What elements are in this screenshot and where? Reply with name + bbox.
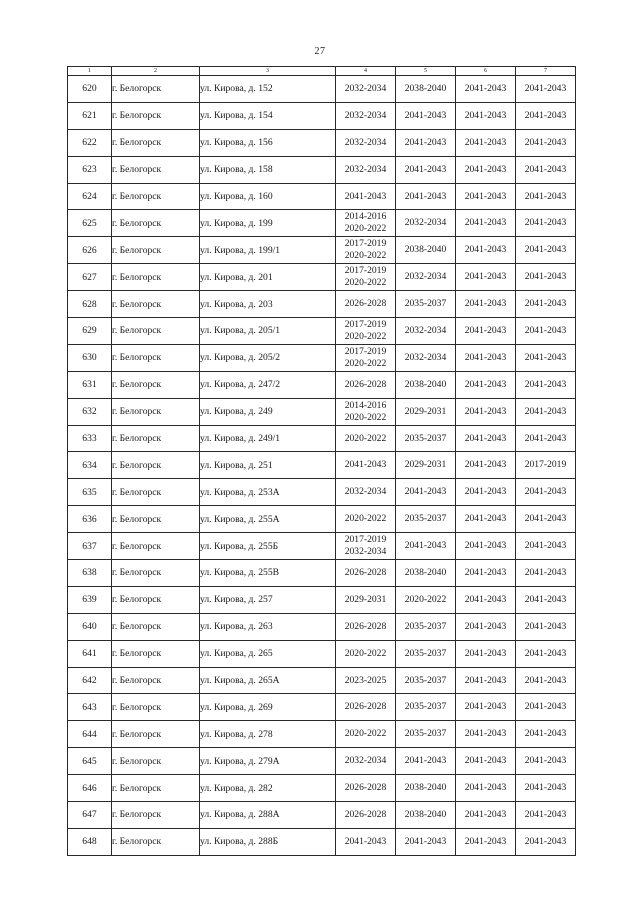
- table-row: [68, 613, 576, 640]
- period-value: 2041-2043: [344, 835, 387, 847]
- city-cell: г. Белогорск: [112, 129, 200, 156]
- city-cell: г. Белогорск: [112, 533, 200, 560]
- table-row: [68, 425, 576, 452]
- period-col4-cell: [336, 318, 396, 345]
- table-row: [68, 775, 576, 802]
- period-col4-cell: [336, 102, 396, 129]
- period-col4-cell: [336, 156, 396, 183]
- period-col5-cell: 2041-2043: [396, 156, 456, 183]
- period-col6-cell: 2041-2043: [456, 667, 516, 694]
- table-row: [68, 291, 576, 318]
- period-value: 2020-2022: [344, 223, 387, 235]
- period-col4-cell: [336, 721, 396, 748]
- address-cell: ул. Кирова, д. 199/1: [200, 237, 336, 264]
- period-value: 2020-2022: [344, 432, 387, 444]
- row-number-cell: 639: [68, 586, 112, 613]
- period-col4-cell: [336, 210, 396, 237]
- period-col4-cell: [336, 560, 396, 587]
- address-cell: ул. Кирова, д. 265: [200, 640, 336, 667]
- address-cell: ул. Кирова, д. 278: [200, 721, 336, 748]
- city-cell: г. Белогорск: [112, 210, 200, 237]
- period-col6-cell: 2041-2043: [456, 102, 516, 129]
- row-number-cell: 646: [68, 775, 112, 802]
- period-col7-cell: 2041-2043: [516, 802, 576, 829]
- table-row: [68, 533, 576, 560]
- address-cell: ул. Кирова, д. 251: [200, 452, 336, 479]
- city-cell: г. Белогорск: [112, 371, 200, 398]
- row-number-cell: 642: [68, 667, 112, 694]
- address-cell: ул. Кирова, д. 154: [200, 102, 336, 129]
- address-cell: ул. Кирова, д. 247/2: [200, 371, 336, 398]
- address-cell: ул. Кирова, д. 203: [200, 291, 336, 318]
- table-row: [68, 828, 576, 855]
- period-col4-cell: [336, 237, 396, 264]
- table-row: [68, 102, 576, 129]
- period-col7-cell: 2041-2043: [516, 183, 576, 210]
- address-cell: ул. Кирова, д. 205/1: [200, 318, 336, 345]
- period-col7-cell: 2041-2043: [516, 76, 576, 103]
- table-row: [68, 129, 576, 156]
- row-number-cell: 648: [68, 828, 112, 855]
- period-col6-cell: 2041-2043: [456, 694, 516, 721]
- row-number-cell: 636: [68, 506, 112, 533]
- city-cell: г. Белогорск: [112, 479, 200, 506]
- period-col5-cell: 2038-2040: [396, 775, 456, 802]
- period-col7-cell: 2041-2043: [516, 371, 576, 398]
- period-col4-cell: [336, 694, 396, 721]
- table-row: [68, 560, 576, 587]
- period-col7-cell: 2041-2043: [516, 479, 576, 506]
- period-col7-cell: 2041-2043: [516, 613, 576, 640]
- table-row: [68, 640, 576, 667]
- city-cell: г. Белогорск: [112, 613, 200, 640]
- period-col7-cell: 2041-2043: [516, 129, 576, 156]
- address-cell: ул. Кирова, д. 279А: [200, 748, 336, 775]
- period-col4-cell: [336, 533, 396, 560]
- table-row: [68, 318, 576, 345]
- address-cell: ул. Кирова, д. 156: [200, 129, 336, 156]
- column-header: 1: [68, 67, 112, 76]
- period-col6-cell: 2041-2043: [456, 479, 516, 506]
- row-number-cell: 627: [68, 264, 112, 291]
- period-col7-cell: 2041-2043: [516, 775, 576, 802]
- period-col6-cell: 2041-2043: [456, 156, 516, 183]
- city-cell: г. Белогорск: [112, 667, 200, 694]
- table-row: [68, 479, 576, 506]
- period-col5-cell: 2032-2034: [396, 344, 456, 371]
- period-col4-cell: [336, 291, 396, 318]
- period-col6-cell: 2041-2043: [456, 183, 516, 210]
- address-cell: ул. Кирова, д. 263: [200, 613, 336, 640]
- city-cell: г. Белогорск: [112, 586, 200, 613]
- period-col4-cell: [336, 371, 396, 398]
- period-col5-cell: 2035-2037: [396, 694, 456, 721]
- table-row: [68, 344, 576, 371]
- address-cell: ул. Кирова, д. 257: [200, 586, 336, 613]
- period-col4-cell: [336, 586, 396, 613]
- period-col5-cell: 2041-2043: [396, 828, 456, 855]
- city-cell: г. Белогорск: [112, 264, 200, 291]
- table-row: [68, 586, 576, 613]
- address-cell: ул. Кирова, д. 199: [200, 210, 336, 237]
- table-row: [68, 183, 576, 210]
- address-cell: ул. Кирова, д. 158: [200, 156, 336, 183]
- row-number-cell: 630: [68, 344, 112, 371]
- period-col6-cell: 2041-2043: [456, 828, 516, 855]
- row-number-cell: 647: [68, 802, 112, 829]
- period-col7-cell: 2041-2043: [516, 560, 576, 587]
- period-value: 2026-2028: [344, 782, 387, 794]
- period-col7-cell: 2041-2043: [516, 318, 576, 345]
- period-value: 2032-2034: [344, 546, 387, 558]
- city-cell: г. Белогорск: [112, 398, 200, 425]
- row-number-cell: 620: [68, 76, 112, 103]
- table-row: [68, 802, 576, 829]
- period-value: 2023-2025: [344, 674, 387, 686]
- table-row: [68, 76, 576, 103]
- city-cell: г. Белогорск: [112, 748, 200, 775]
- row-number-cell: 629: [68, 318, 112, 345]
- period-value: 2032-2034: [344, 109, 387, 121]
- period-col5-cell: 2032-2034: [396, 318, 456, 345]
- row-number-cell: 644: [68, 721, 112, 748]
- page-number: 27: [314, 46, 326, 57]
- period-col5-cell: 2029-2031: [396, 452, 456, 479]
- period-col6-cell: 2041-2043: [456, 506, 516, 533]
- period-col4-cell: [336, 344, 396, 371]
- table-row: [68, 452, 576, 479]
- address-cell: ул. Кирова, д. 201: [200, 264, 336, 291]
- period-col4-cell: [336, 828, 396, 855]
- period-col7-cell: 2041-2043: [516, 586, 576, 613]
- row-number-cell: 645: [68, 748, 112, 775]
- period-value: 2032-2034: [344, 486, 387, 498]
- period-col7-cell: 2041-2043: [516, 721, 576, 748]
- period-col7-cell: 2041-2043: [516, 748, 576, 775]
- period-col4-cell: [336, 183, 396, 210]
- period-value: 2020-2022: [344, 357, 387, 369]
- period-col7-cell: 2041-2043: [516, 533, 576, 560]
- city-cell: г. Белогорск: [112, 560, 200, 587]
- row-number-cell: 643: [68, 694, 112, 721]
- period-col5-cell: 2032-2034: [396, 264, 456, 291]
- period-col5-cell: 2038-2040: [396, 76, 456, 103]
- period-col7-cell: 2041-2043: [516, 291, 576, 318]
- table-row: [68, 748, 576, 775]
- period-value: 2020-2022: [344, 647, 387, 659]
- period-value: 2014-2016: [344, 399, 387, 411]
- period-value: 2020-2022: [344, 728, 387, 740]
- period-value: 2020-2022: [344, 330, 387, 342]
- address-cell: ул. Кирова, д. 255Б: [200, 533, 336, 560]
- row-number-cell: 632: [68, 398, 112, 425]
- city-cell: г. Белогорск: [112, 775, 200, 802]
- period-value: 2017-2019: [344, 238, 387, 250]
- period-col5-cell: 2020-2022: [396, 586, 456, 613]
- table-row: [68, 210, 576, 237]
- city-cell: г. Белогорск: [112, 452, 200, 479]
- row-number-cell: 622: [68, 129, 112, 156]
- row-number-cell: 625: [68, 210, 112, 237]
- table-row: [68, 398, 576, 425]
- address-cell: ул. Кирова, д. 253А: [200, 479, 336, 506]
- period-col5-cell: 2038-2040: [396, 560, 456, 587]
- period-col6-cell: 2041-2043: [456, 560, 516, 587]
- column-number-row: [68, 67, 576, 76]
- period-col6-cell: 2041-2043: [456, 775, 516, 802]
- period-col7-cell: 2041-2043: [516, 506, 576, 533]
- period-col6-cell: 2041-2043: [456, 452, 516, 479]
- period-col4-cell: [336, 398, 396, 425]
- address-cell: ул. Кирова, д. 152: [200, 76, 336, 103]
- period-value: 2026-2028: [344, 701, 387, 713]
- period-col7-cell: 2041-2043: [516, 667, 576, 694]
- period-col7-cell: 2041-2043: [516, 828, 576, 855]
- period-col7-cell: 2041-2043: [516, 264, 576, 291]
- period-col7-cell: 2041-2043: [516, 237, 576, 264]
- row-number-cell: 628: [68, 291, 112, 318]
- period-value: 2026-2028: [344, 620, 387, 632]
- table-row: [68, 264, 576, 291]
- period-col5-cell: 2035-2037: [396, 506, 456, 533]
- period-col4-cell: [336, 613, 396, 640]
- table-body: [68, 76, 576, 856]
- period-col5-cell: 2041-2043: [396, 129, 456, 156]
- period-col7-cell: 2041-2043: [516, 640, 576, 667]
- row-number-cell: 624: [68, 183, 112, 210]
- period-col6-cell: 2041-2043: [456, 721, 516, 748]
- address-cell: ул. Кирова, д. 269: [200, 694, 336, 721]
- period-col5-cell: 2038-2040: [396, 237, 456, 264]
- period-col6-cell: 2041-2043: [456, 264, 516, 291]
- city-cell: г. Белогорск: [112, 694, 200, 721]
- period-col6-cell: 2041-2043: [456, 613, 516, 640]
- period-col6-cell: 2041-2043: [456, 640, 516, 667]
- address-cell: ул. Кирова, д. 265А: [200, 667, 336, 694]
- period-col4-cell: [336, 129, 396, 156]
- period-col6-cell: 2041-2043: [456, 748, 516, 775]
- period-value: 2026-2028: [344, 378, 387, 390]
- address-cell: ул. Кирова, д. 255В: [200, 560, 336, 587]
- period-col5-cell: 2038-2040: [396, 371, 456, 398]
- period-col4-cell: [336, 479, 396, 506]
- period-value: 2014-2016: [344, 211, 387, 223]
- period-value: 2029-2031: [344, 593, 387, 605]
- period-col5-cell: 2035-2037: [396, 291, 456, 318]
- period-col7-cell: 2017-2019: [516, 452, 576, 479]
- period-value: 2041-2043: [344, 190, 387, 202]
- period-col5-cell: 2035-2037: [396, 425, 456, 452]
- city-cell: г. Белогорск: [112, 76, 200, 103]
- row-number-cell: 631: [68, 371, 112, 398]
- period-col4-cell: [336, 802, 396, 829]
- period-col5-cell: 2032-2034: [396, 210, 456, 237]
- period-value: 2026-2028: [344, 298, 387, 310]
- period-col6-cell: 2041-2043: [456, 291, 516, 318]
- row-number-cell: 637: [68, 533, 112, 560]
- city-cell: г. Белогорск: [112, 183, 200, 210]
- period-col7-cell: 2041-2043: [516, 425, 576, 452]
- row-number-cell: 633: [68, 425, 112, 452]
- row-number-cell: 641: [68, 640, 112, 667]
- period-value: 2020-2022: [344, 277, 387, 289]
- period-col6-cell: 2041-2043: [456, 237, 516, 264]
- city-cell: г. Белогорск: [112, 237, 200, 264]
- period-col7-cell: 2041-2043: [516, 210, 576, 237]
- period-col5-cell: 2029-2031: [396, 398, 456, 425]
- period-col5-cell: 2038-2040: [396, 802, 456, 829]
- table-row: [68, 694, 576, 721]
- period-col5-cell: 2035-2037: [396, 640, 456, 667]
- period-col5-cell: 2041-2043: [396, 102, 456, 129]
- row-number-cell: 635: [68, 479, 112, 506]
- row-number-cell: 626: [68, 237, 112, 264]
- row-number-cell: 640: [68, 613, 112, 640]
- period-col5-cell: 2035-2037: [396, 613, 456, 640]
- column-header: 6: [456, 67, 516, 76]
- period-value: 2026-2028: [344, 808, 387, 820]
- table-row: [68, 721, 576, 748]
- column-header: 4: [336, 67, 396, 76]
- period-col6-cell: 2041-2043: [456, 398, 516, 425]
- period-col4-cell: [336, 667, 396, 694]
- period-col7-cell: 2041-2043: [516, 398, 576, 425]
- city-cell: г. Белогорск: [112, 802, 200, 829]
- period-col5-cell: 2041-2043: [396, 748, 456, 775]
- period-col5-cell: 2035-2037: [396, 667, 456, 694]
- period-value: 2017-2019: [344, 345, 387, 357]
- period-value: 2026-2028: [344, 566, 387, 578]
- period-col5-cell: 2041-2043: [396, 479, 456, 506]
- period-value: 2020-2022: [344, 411, 387, 423]
- city-cell: г. Белогорск: [112, 291, 200, 318]
- period-col6-cell: 2041-2043: [456, 371, 516, 398]
- period-col5-cell: 2041-2043: [396, 533, 456, 560]
- table-row: [68, 506, 576, 533]
- period-col4-cell: [336, 76, 396, 103]
- period-col4-cell: [336, 506, 396, 533]
- city-cell: г. Белогорск: [112, 506, 200, 533]
- address-cell: ул. Кирова, д. 205/2: [200, 344, 336, 371]
- period-col6-cell: 2041-2043: [456, 76, 516, 103]
- row-number-cell: 638: [68, 560, 112, 587]
- address-cell: ул. Кирова, д. 249: [200, 398, 336, 425]
- city-cell: г. Белогорск: [112, 318, 200, 345]
- period-col6-cell: 2041-2043: [456, 318, 516, 345]
- period-col6-cell: 2041-2043: [456, 344, 516, 371]
- period-value: 2032-2034: [344, 755, 387, 767]
- table-row: [68, 371, 576, 398]
- period-col7-cell: 2041-2043: [516, 102, 576, 129]
- address-cell: ул. Кирова, д. 288А: [200, 802, 336, 829]
- period-col6-cell: 2041-2043: [456, 425, 516, 452]
- address-cell: ул. Кирова, д. 282: [200, 775, 336, 802]
- period-col5-cell: 2041-2043: [396, 183, 456, 210]
- period-col4-cell: [336, 775, 396, 802]
- period-value: 2020-2022: [344, 513, 387, 525]
- period-col4-cell: [336, 640, 396, 667]
- period-value: 2032-2034: [344, 82, 387, 94]
- city-cell: г. Белогорск: [112, 102, 200, 129]
- period-value: 2017-2019: [344, 534, 387, 546]
- city-cell: г. Белогорск: [112, 156, 200, 183]
- row-number-cell: 621: [68, 102, 112, 129]
- table-row: [68, 156, 576, 183]
- address-cell: ул. Кирова, д. 160: [200, 183, 336, 210]
- city-cell: г. Белогорск: [112, 828, 200, 855]
- period-col6-cell: 2041-2043: [456, 533, 516, 560]
- address-cell: ул. Кирова, д. 288Б: [200, 828, 336, 855]
- period-value: 2032-2034: [344, 136, 387, 148]
- period-col4-cell: [336, 452, 396, 479]
- period-col6-cell: 2041-2043: [456, 802, 516, 829]
- period-col6-cell: 2041-2043: [456, 129, 516, 156]
- column-header: 3: [200, 67, 336, 76]
- period-col7-cell: 2041-2043: [516, 694, 576, 721]
- column-header: 5: [396, 67, 456, 76]
- period-col7-cell: 2041-2043: [516, 156, 576, 183]
- city-cell: г. Белогорск: [112, 425, 200, 452]
- column-header: 7: [516, 67, 576, 76]
- row-number-cell: 634: [68, 452, 112, 479]
- period-col4-cell: [336, 425, 396, 452]
- city-cell: г. Белогорск: [112, 344, 200, 371]
- period-value: 2032-2034: [344, 163, 387, 175]
- table-row: [68, 667, 576, 694]
- period-value: 2017-2019: [344, 318, 387, 330]
- repair-schedule-table: [67, 66, 576, 856]
- period-col6-cell: 2041-2043: [456, 586, 516, 613]
- city-cell: г. Белогорск: [112, 721, 200, 748]
- address-cell: ул. Кирова, д. 249/1: [200, 425, 336, 452]
- city-cell: г. Белогорск: [112, 640, 200, 667]
- table-row: [68, 237, 576, 264]
- period-value: 2020-2022: [344, 250, 387, 262]
- address-cell: ул. Кирова, д. 255А: [200, 506, 336, 533]
- period-col7-cell: 2041-2043: [516, 344, 576, 371]
- period-value: 2017-2019: [344, 265, 387, 277]
- row-number-cell: 623: [68, 156, 112, 183]
- period-col4-cell: [336, 748, 396, 775]
- period-value: 2041-2043: [344, 459, 387, 471]
- period-col6-cell: 2041-2043: [456, 210, 516, 237]
- column-header: 2: [112, 67, 200, 76]
- period-col4-cell: [336, 264, 396, 291]
- period-col5-cell: 2035-2037: [396, 721, 456, 748]
